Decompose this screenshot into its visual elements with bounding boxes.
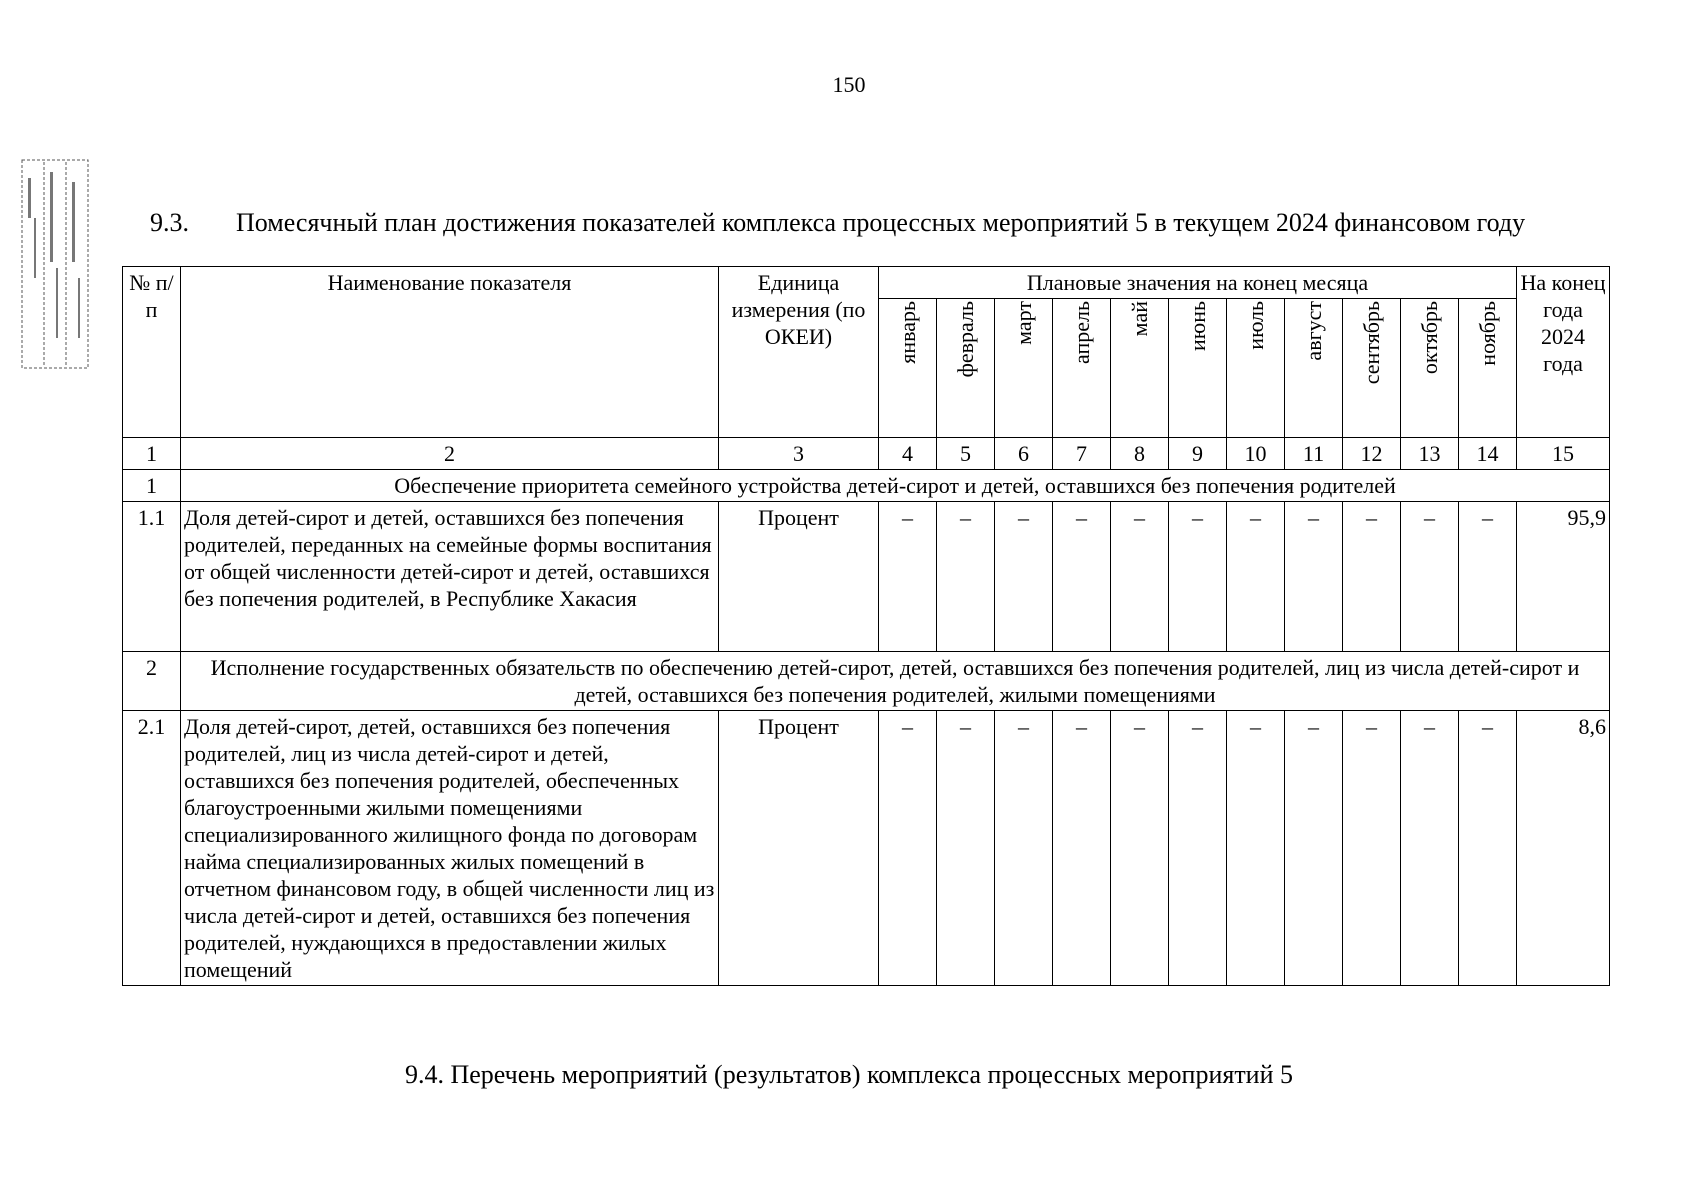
column-number: 2 — [181, 438, 719, 470]
header-num: № п/п — [123, 267, 181, 438]
header-month-september — [1343, 299, 1401, 438]
indicator-unit: Процент — [719, 711, 879, 986]
month-label: июнь — [1184, 301, 1210, 352]
column-number-row — [123, 438, 1610, 470]
column-number: 8 — [1111, 438, 1169, 470]
monthly-value: – — [879, 502, 937, 652]
section-9-4-heading: 9.4. Перечень мероприятий (результатов) комплекса процессных мероприятий 5 — [404, 1060, 1294, 1089]
header-year-end: На конец года 2024 года — [1517, 267, 1610, 438]
header-month-february — [937, 299, 995, 438]
column-number: 5 — [937, 438, 995, 470]
column-number: 12 — [1343, 438, 1401, 470]
monthly-value: – — [1401, 711, 1459, 986]
header-month-april — [1053, 299, 1111, 438]
section-9-3-title: Помесячный план достижения показателей комплекса процессных мероприятий 5 в текущем 2024 финансовом году — [236, 208, 1526, 237]
indicator-number: 1.1 — [123, 502, 181, 652]
section-number: 2 — [123, 652, 181, 711]
section-number: 1 — [123, 470, 181, 502]
month-label: май — [1126, 301, 1152, 337]
column-number: 6 — [995, 438, 1053, 470]
monthly-value: – — [937, 502, 995, 652]
column-number: 14 — [1459, 438, 1517, 470]
month-label: январь — [894, 301, 920, 364]
header-month-june — [1169, 299, 1227, 438]
section-row — [123, 470, 1610, 502]
section-9-3-number: 9.3. — [150, 208, 189, 237]
section-row — [123, 652, 1610, 711]
section-title: Обеспечение приоритета семейного устройства детей-сирот и детей, оставшихся без попечения родителей — [181, 470, 1610, 502]
year-end-value: 95,9 — [1517, 502, 1610, 652]
monthly-plan-table — [122, 266, 1610, 986]
monthly-value: – — [1285, 502, 1343, 652]
header-month-march — [995, 299, 1053, 438]
section-title: Исполнение государственных обязательств по обеспечению детей-сирот, детей, оставшихся без попечения родителей, лиц из числа детей-сирот и детей, оставшихся без попечения родителей, жилыми помещениями — [181, 652, 1610, 711]
monthly-value: – — [1053, 711, 1111, 986]
monthly-value: – — [1227, 502, 1285, 652]
header-name: Наименование показателя — [181, 267, 719, 438]
registration-stamp — [20, 158, 90, 370]
column-number: 1 — [123, 438, 181, 470]
monthly-value: – — [879, 711, 937, 986]
monthly-value: – — [1053, 502, 1111, 652]
indicator-name: Доля детей-сирот, детей, оставшихся без попечения родителей, лиц из числа детей-сирот и детей, оставшихся без попечения родителей, обеспеченных благоустроенными жилыми помещениями специализированного жилищного фонда по договорам найма специализированных жилых помещений в отчетном финансовом году, в общей численности лиц из числа детей-сирот и детей, оставшихся без попечения родителей, нуждающихся в предоставлении жилых помещений — [181, 711, 719, 986]
monthly-value: – — [1401, 502, 1459, 652]
column-number: 7 — [1053, 438, 1111, 470]
monthly-value: – — [1459, 711, 1517, 986]
column-number: 13 — [1401, 438, 1459, 470]
monthly-value: – — [1459, 502, 1517, 652]
month-label: февраль — [952, 301, 978, 378]
monthly-value: – — [1111, 502, 1169, 652]
year-end-value: 8,6 — [1517, 711, 1610, 986]
header-month-may — [1111, 299, 1169, 438]
month-label: апрель — [1068, 301, 1094, 365]
monthly-value: – — [1285, 711, 1343, 986]
column-number: 15 — [1517, 438, 1610, 470]
monthly-value: – — [937, 711, 995, 986]
monthly-value: – — [995, 711, 1053, 986]
monthly-value: – — [1111, 711, 1169, 986]
indicator-row — [123, 711, 1610, 986]
header-month-january — [879, 299, 937, 438]
month-label: август — [1300, 301, 1326, 361]
header-unit: Единица измерения (по ОКЕИ) — [719, 267, 879, 438]
monthly-value: – — [1169, 711, 1227, 986]
month-label: сентябрь — [1358, 301, 1384, 385]
column-number: 11 — [1285, 438, 1343, 470]
month-label: ноябрь — [1474, 301, 1500, 366]
header-month-october — [1401, 299, 1459, 438]
monthly-value: – — [1343, 711, 1401, 986]
month-label: октябрь — [1416, 301, 1442, 375]
page-number: 150 — [832, 72, 866, 97]
column-number: 10 — [1227, 438, 1285, 470]
header-month-july — [1227, 299, 1285, 438]
indicator-number: 2.1 — [123, 711, 181, 986]
section-9-3-heading — [150, 208, 1525, 238]
header-month-november — [1459, 299, 1517, 438]
indicator-name: Доля детей-сирот и детей, оставшихся без попечения родителей, переданных на семейные формы воспитания от общей численности детей-сирот и детей, оставшихся без попечения родителей, в Республике Хакасия — [181, 502, 719, 652]
header-month-august — [1285, 299, 1343, 438]
monthly-value: – — [1169, 502, 1227, 652]
monthly-value: – — [1227, 711, 1285, 986]
column-number: 3 — [719, 438, 879, 470]
indicator-row — [123, 502, 1610, 652]
month-label: март — [1010, 301, 1036, 345]
month-label: июль — [1242, 301, 1268, 350]
indicator-unit: Процент — [719, 502, 879, 652]
header-monthly-group: Плановые значения на конец месяца — [879, 267, 1517, 299]
monthly-value: – — [1343, 502, 1401, 652]
column-number: 9 — [1169, 438, 1227, 470]
column-number: 4 — [879, 438, 937, 470]
monthly-value: – — [995, 502, 1053, 652]
